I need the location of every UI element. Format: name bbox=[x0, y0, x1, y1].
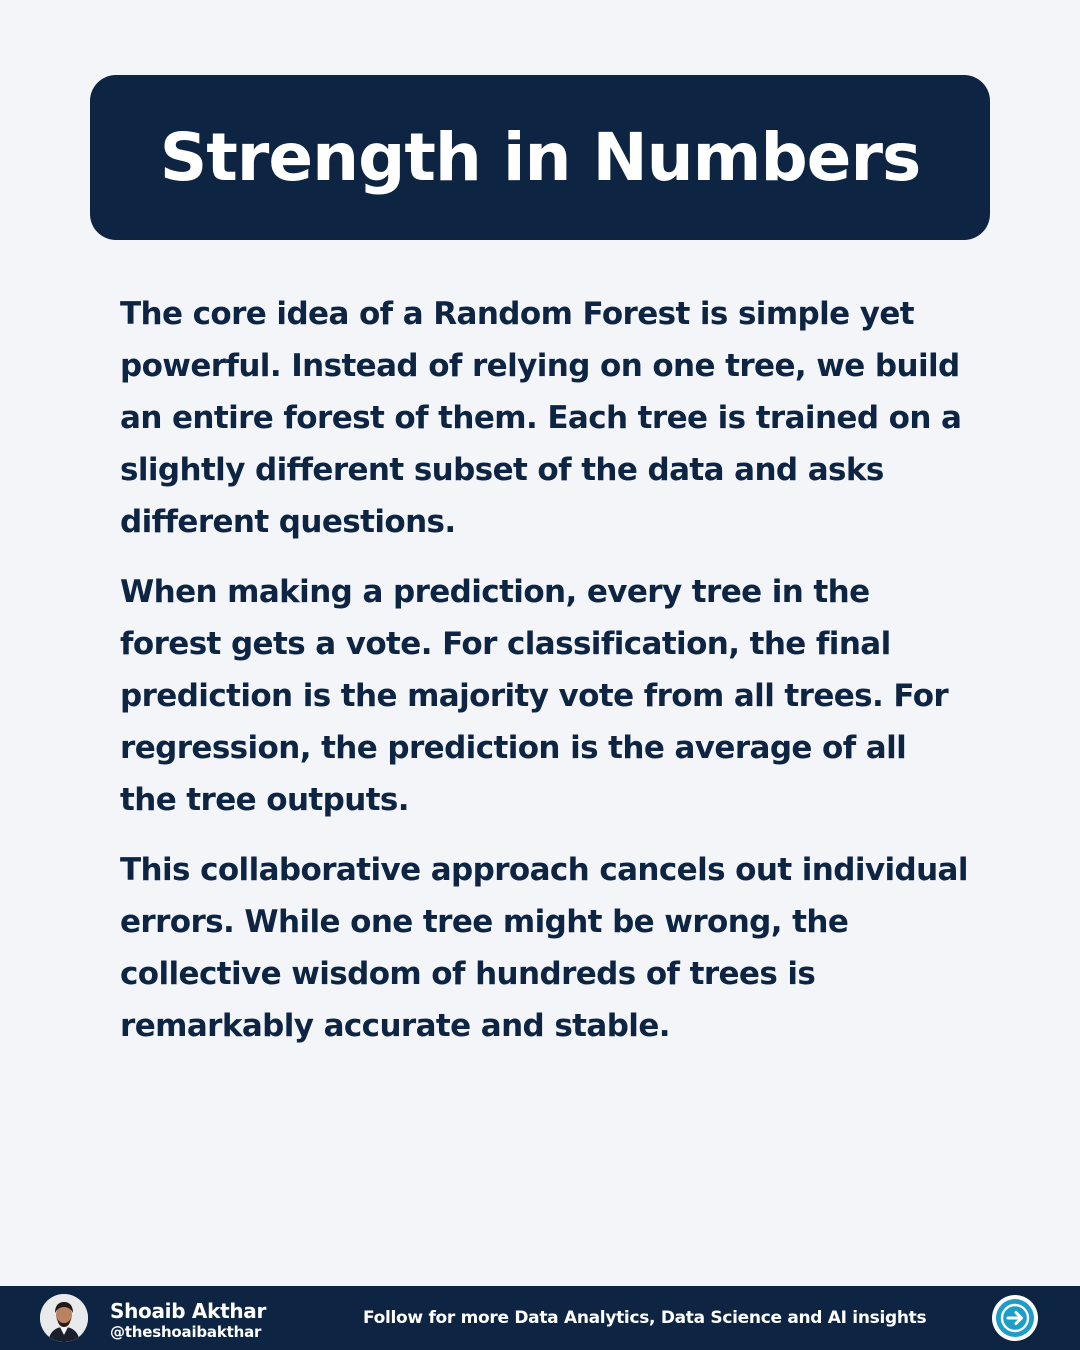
author-handle[interactable]: @theshoaibakthar bbox=[110, 1323, 262, 1341]
author-name: Shoaib Akthar bbox=[110, 1299, 267, 1323]
title-card bbox=[90, 75, 990, 240]
paragraph-core-idea: The core idea of a Random Forest is simple yet powerful. Instead of relying on one tree, we build an entire forest of them. Each tree is trained on a slightly different subset of the data and asks different questions. bbox=[120, 296, 962, 540]
avatar bbox=[40, 1294, 88, 1342]
next-button[interactable] bbox=[992, 1295, 1038, 1341]
page-title: Strength in Numbers bbox=[159, 118, 921, 196]
next-button-inner bbox=[996, 1299, 1034, 1337]
footer-bar bbox=[0, 1286, 1080, 1350]
paragraph-prediction: When making a prediction, every tree in the forest gets a vote. For classification, the final prediction is the majority vote from all trees. For regression, the prediction is the average of all the tree outputs. bbox=[120, 574, 949, 818]
body-text bbox=[120, 288, 970, 1070]
avatar-portrait-icon bbox=[40, 1294, 88, 1342]
follow-cta-text: Follow for more Data Analytics, Data Science and AI insights bbox=[363, 1308, 927, 1328]
arrow-right-circle-icon bbox=[1000, 1303, 1030, 1333]
paragraph-collaboration: This collaborative approach cancels out individual errors. While one tree might be wrong, the collective wisdom of hundreds of trees is remarkably accurate and stable. bbox=[120, 852, 968, 1044]
